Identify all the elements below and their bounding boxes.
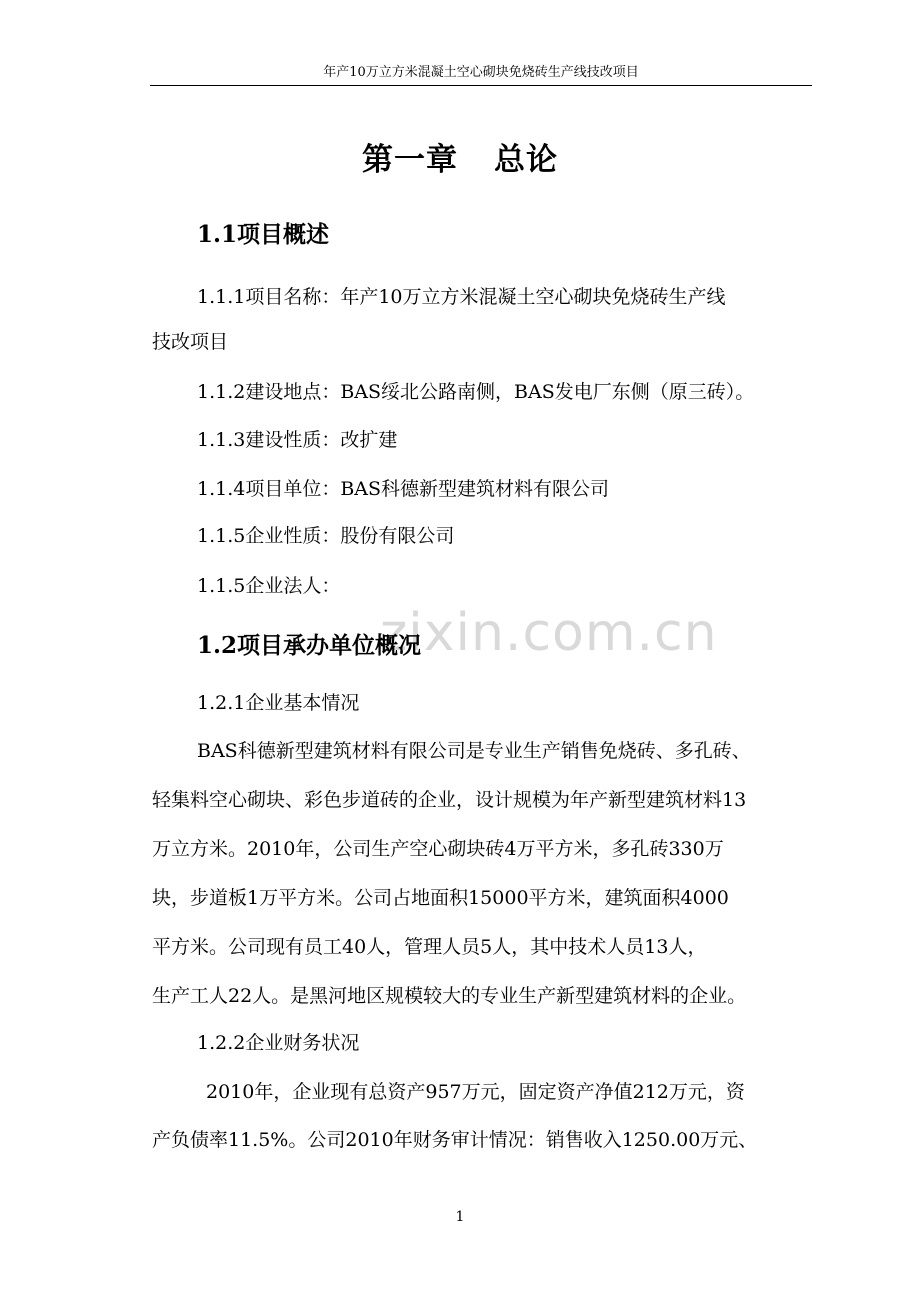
running-header: 年产10万立方米混凝土空心砌块免烧砖生产线技改项目: [323, 65, 639, 80]
paragraph-line: 块，步道板1万平方米。公司占地面积15000平方米，建筑面积4000: [152, 887, 729, 909]
item-project-unit: 1.1.4项目单位：BAS科德新型建筑材料有限公司: [197, 478, 610, 500]
paragraph-line: 生产工人22人。是黑河地区规模较大的专业生产新型建筑材料的企业。: [152, 985, 747, 1007]
item-enterprise-nature: 1.1.5企业性质：股份有限公司: [197, 525, 455, 547]
paragraph-line: 2010年，企业现有总资产957万元，固定资产净值212万元，资: [206, 1081, 745, 1103]
paragraph-line: 轻集料空心砌块、彩色步道砖的企业，设计规模为年产新型建筑材料13: [152, 789, 747, 811]
watermark: zixin.com.cn: [380, 603, 718, 663]
chapter-label: 第一章: [362, 142, 458, 178]
item-construction-nature: 1.1.3建设性质：改扩建: [197, 429, 398, 451]
item-legal-person: 1.1.5企业法人：: [197, 575, 341, 597]
paragraph-line: 产负债率11.5%。公司2010年财务审计情况：销售收入1250.00万元、: [152, 1129, 758, 1151]
section-heading-1-1: 1.1项目概述: [197, 221, 330, 248]
chapter-name: 总论: [494, 142, 558, 178]
item-project-name-line2: 技改项目: [152, 331, 229, 353]
subsection-heading-1-2-1: 1.2.1企业基本情况: [197, 692, 360, 714]
header-rule: [150, 85, 812, 86]
paragraph-line: 万立方米。2010年，公司生产空心砌块砖4万平方米，多孔砖330万: [152, 838, 724, 860]
page-number: 1: [455, 1209, 465, 1225]
section-heading-1-2: 1.2项目承办单位概况: [197, 632, 422, 659]
paragraph-line: BAS科德新型建筑材料有限公司是专业生产销售免烧砖、多孔砖、: [197, 740, 751, 762]
item-project-name-line1: 1.1.1项目名称：年产10万立方米混凝土空心砌块免烧砖生产线: [197, 286, 726, 308]
subsection-heading-1-2-2: 1.2.2企业财务状况: [197, 1032, 360, 1054]
paragraph-line: 平方米。公司现有员工40人，管理人员5人，其中技术人员13人，: [152, 936, 707, 958]
item-construction-site: 1.1.2建设地点：BAS绥北公路南侧，BAS发电厂东侧（原三砖）。: [197, 381, 755, 403]
chapter-title: [0, 138, 920, 182]
